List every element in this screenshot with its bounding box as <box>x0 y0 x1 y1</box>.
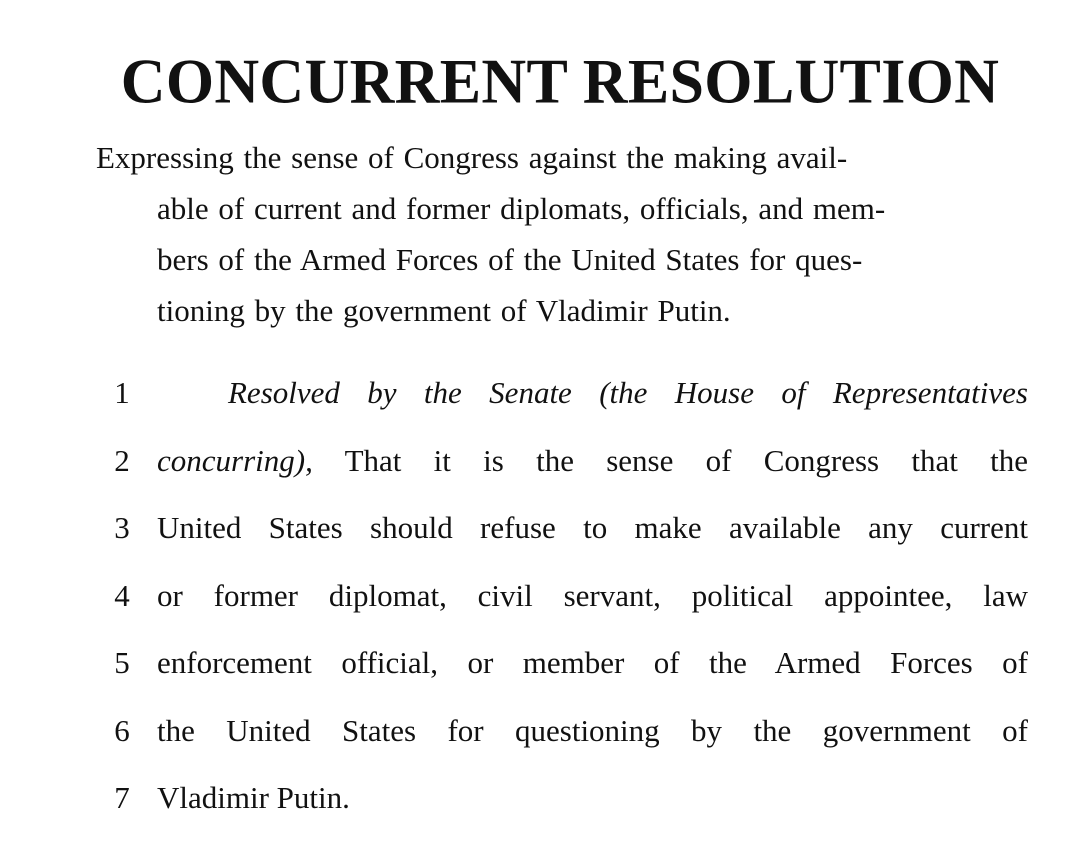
line-number-6: 6 <box>114 712 130 748</box>
resolution-title: CONCURRENT RESOLUTION <box>120 46 1000 118</box>
line-text-3: United States should refuse to make available any current <box>157 510 1028 545</box>
purpose-line-4: tioning by the government of Vladimir Putin. <box>157 293 731 328</box>
line-text-5: enforcement official, or member of the Armed Forces of <box>157 645 1028 680</box>
body-line-2 <box>0 429 1080 497</box>
body-line-4 <box>0 564 1080 632</box>
resolution-body <box>0 361 1080 834</box>
body-line-1 <box>0 361 1080 429</box>
body-line-6 <box>0 699 1080 767</box>
line-number-2: 2 <box>114 442 130 478</box>
resolved-clause: Resolved by the Senate (the House of Representatives <box>228 375 1028 410</box>
line-number-1: 1 <box>114 375 130 410</box>
body-line-5 <box>0 631 1080 699</box>
line-number-5: 5 <box>114 645 130 680</box>
line-text-4: or former diplomat, civil servant, political appointee, law <box>157 577 1028 613</box>
line-number-4: 4 <box>114 577 130 613</box>
line-text-2 <box>157 439 1028 483</box>
line-text-7: Vladimir Putin. <box>157 780 350 815</box>
sense-of-congress-text: That it is the sense of Congress that the <box>344 442 1028 478</box>
concurring-clause: concurring), <box>157 442 313 478</box>
body-line-3 <box>0 496 1080 564</box>
line-text-1 <box>228 371 1028 415</box>
purpose-statement <box>96 136 1036 340</box>
line-number-7: 7 <box>114 780 130 815</box>
body-line-7 <box>0 766 1080 834</box>
purpose-line-1: Expressing the sense of Congress against the making avail- <box>96 140 848 175</box>
line-text-6: the United States for questioning by the government of <box>157 712 1028 748</box>
purpose-line-2: able of current and former diplomats, officials, and mem- <box>157 191 886 226</box>
purpose-line-3: bers of the Armed Forces of the United States for ques- <box>157 242 863 277</box>
line-number-3: 3 <box>114 510 130 545</box>
